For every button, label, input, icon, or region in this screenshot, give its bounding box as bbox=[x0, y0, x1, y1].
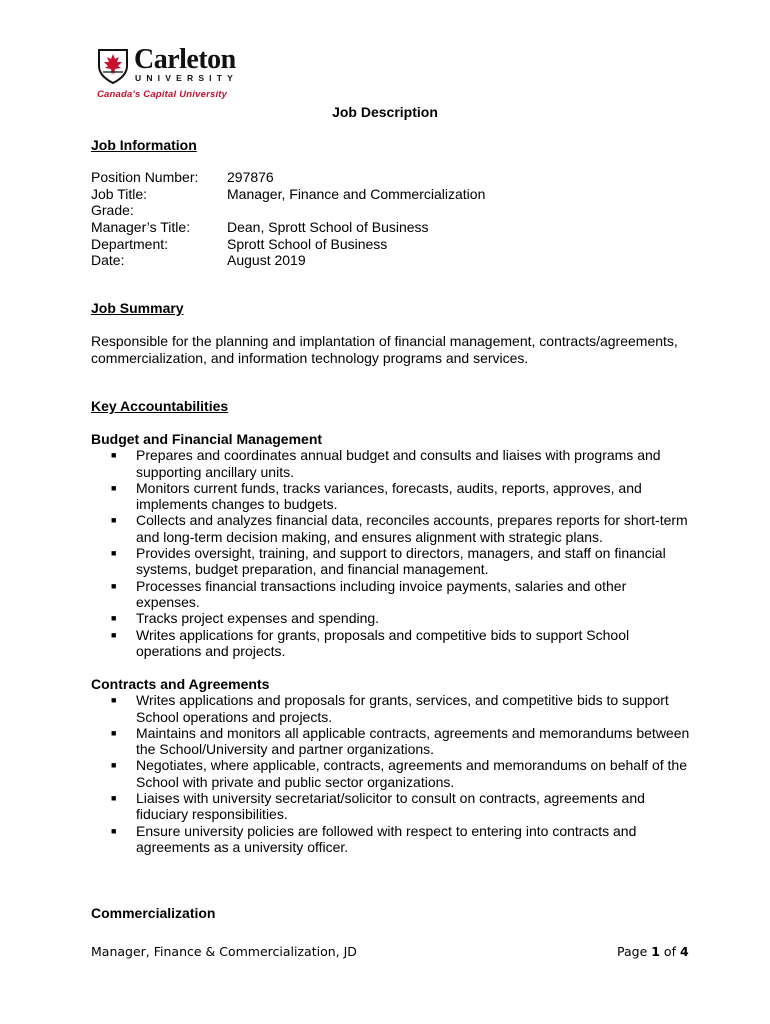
list-item-text: Ensure university policies are followed with respect to entering into contracts and agreements as a university officer. bbox=[136, 822, 637, 855]
budget-section bbox=[91, 431, 691, 659]
info-label: Manager’s Title: bbox=[91, 219, 191, 236]
bullet-icon: ■ bbox=[111, 450, 117, 461]
list-item-text: Provides oversight, training, and support to directors, managers, and staff on financial systems, budget preparation, and financial management. bbox=[136, 545, 666, 578]
list-item-text: Processes financial transactions including invoice payments, salaries and other expenses. bbox=[136, 577, 627, 610]
info-row bbox=[91, 252, 485, 269]
logo-tagline: Canada's Capital University bbox=[97, 89, 228, 100]
footer-document-name: Manager, Finance & Commercialization, JD bbox=[91, 944, 357, 959]
info-row bbox=[91, 202, 485, 219]
contracts-section bbox=[91, 676, 691, 855]
list-item bbox=[91, 480, 691, 513]
info-row bbox=[91, 236, 485, 253]
shield-icon bbox=[97, 48, 129, 84]
list-item-text: Tracks project expenses and spending. bbox=[136, 610, 380, 627]
info-label: Grade: bbox=[91, 202, 134, 219]
logo-university: UNIVERSITY bbox=[135, 73, 239, 83]
contracts-list bbox=[91, 692, 691, 855]
page-current: 1 bbox=[651, 944, 660, 959]
commercialization-title: Commercialization bbox=[91, 905, 216, 921]
job-summary-text: Responsible for the planning and implantation of financial management, contracts/agreements, commercialization, and information technology programs and services. bbox=[91, 333, 678, 366]
list-item bbox=[91, 725, 691, 758]
list-item bbox=[91, 578, 691, 611]
budget-list bbox=[91, 447, 691, 659]
key-accountabilities-heading: Key Accountabilities bbox=[91, 398, 229, 414]
list-item bbox=[91, 692, 691, 725]
list-item bbox=[91, 757, 691, 790]
page-of: of bbox=[659, 944, 680, 959]
list-item-text: Prepares and coordinates annual budget and consults and liaises with programs and supporting ancillary units. bbox=[136, 447, 661, 480]
job-information-table bbox=[91, 169, 485, 269]
carleton-logo bbox=[97, 46, 257, 102]
info-value: Sprott School of Business bbox=[227, 235, 388, 252]
list-item-text: Negotiates, where applicable, contracts, agreements and memorandums on behalf of the School with private and public sector organizations. bbox=[136, 757, 687, 790]
list-item bbox=[91, 512, 691, 545]
document-title: Job Description bbox=[332, 104, 438, 120]
bullet-icon: ■ bbox=[111, 825, 117, 836]
list-item-text: Monitors current funds, tracks variances, forecasts, audits, reports, approves, and implements changes to budgets. bbox=[136, 479, 642, 513]
budget-title: Budget and Financial Management bbox=[91, 431, 323, 447]
bullet-icon: ■ bbox=[111, 695, 117, 706]
info-row bbox=[91, 219, 485, 236]
list-item-text: Collects and analyzes financial data, reconciles accounts, prepares reports for short-term and long-term decision making, and ensures alignment with strategic plans. bbox=[136, 512, 688, 545]
list-item-text: Writes applications and proposals for grants, services, and competitive bids to support School operations and projects. bbox=[136, 692, 669, 725]
bullet-icon: ■ bbox=[111, 760, 117, 771]
list-item bbox=[91, 545, 691, 578]
page-total: 4 bbox=[679, 944, 689, 959]
info-row bbox=[91, 186, 485, 203]
bullet-icon: ■ bbox=[111, 548, 117, 559]
info-value: Dean, Sprott School of Business bbox=[227, 219, 429, 236]
contracts-title: Contracts and Agreements bbox=[91, 676, 270, 692]
footer-page-number bbox=[617, 944, 689, 959]
list-item-text: Maintains and monitors all applicable contracts, agreements and memorandums between the School/University and partner organizations. bbox=[136, 724, 690, 758]
commercialization-section bbox=[91, 905, 691, 921]
bullet-icon: ■ bbox=[111, 629, 117, 640]
bullet-icon: ■ bbox=[111, 727, 117, 738]
info-label: Date: bbox=[91, 252, 125, 269]
list-item-text: Liaises with university secretariat/solicitor to consult on contracts, agreements and fiduciary responsibilities. bbox=[136, 790, 645, 823]
job-summary-heading: Job Summary bbox=[91, 300, 184, 316]
info-value: Manager, Finance and Commercialization bbox=[227, 185, 486, 202]
job-information-heading: Job Information bbox=[91, 137, 197, 153]
bullet-icon: ■ bbox=[111, 580, 117, 591]
info-label: Position Number: bbox=[91, 169, 199, 185]
list-item bbox=[91, 610, 691, 626]
info-value: 297876 bbox=[227, 169, 274, 185]
list-item bbox=[91, 627, 691, 660]
info-row bbox=[91, 169, 485, 186]
info-label: Job Title: bbox=[91, 185, 148, 202]
info-label: Department: bbox=[91, 235, 169, 252]
logo-wordmark: Carleton bbox=[134, 44, 236, 75]
info-value: August 2019 bbox=[227, 252, 306, 269]
list-item bbox=[91, 823, 691, 856]
list-item bbox=[91, 790, 691, 823]
bullet-icon: ■ bbox=[111, 482, 117, 493]
list-item bbox=[91, 447, 691, 480]
page-prefix: Page bbox=[617, 944, 652, 959]
bullet-icon: ■ bbox=[111, 793, 117, 804]
bullet-icon: ■ bbox=[111, 515, 117, 526]
bullet-icon: ■ bbox=[111, 613, 117, 624]
list-item-text: Writes applications for grants, proposals and competitive bids to support School operations and projects. bbox=[136, 626, 630, 659]
